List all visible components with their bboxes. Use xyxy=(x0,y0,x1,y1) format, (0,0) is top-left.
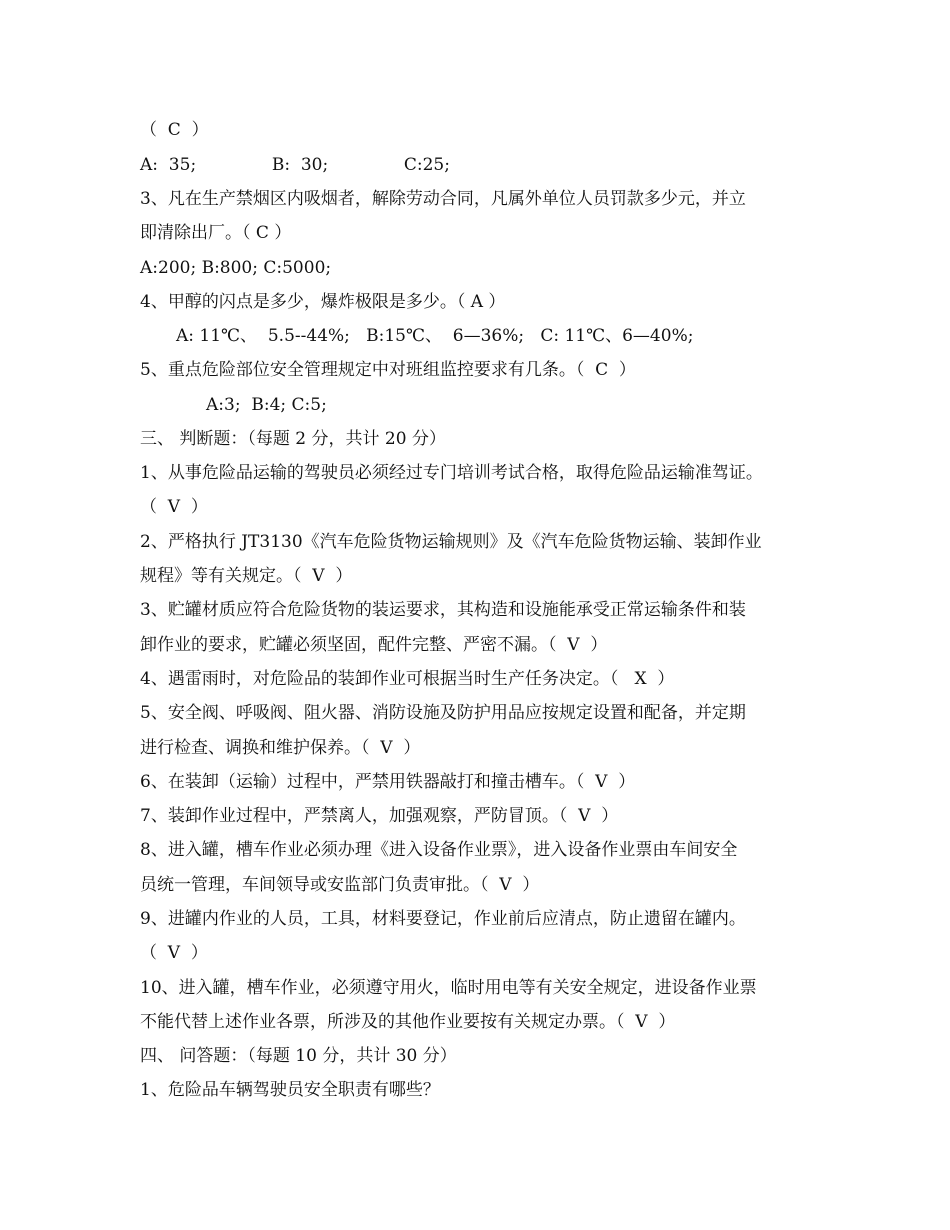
options-line: A:200; B:800; C:5000; xyxy=(140,258,332,278)
answer-line: （ V ） xyxy=(140,943,208,963)
options-line: A: 11℃、 5.5--44%; B:15℃、 6—36%; C: 11℃、6—40%; xyxy=(176,326,694,346)
question-line: 2、严格执行 JT3130《汽车危险货物运输规则》及《汽车危险货物运输、装卸作业 xyxy=(140,532,762,552)
question-line: 10、进入罐，槽车作业，必须遵守用火，临时用电等有关安全规定，进设备作业票 xyxy=(140,978,757,998)
question-line: 1、危险品车辆驾驶员安全职责有哪些？ xyxy=(140,1080,440,1100)
question-line: 7、装卸作业过程中，严禁离人，加强观察，严防冒顶。（ V ） xyxy=(140,806,619,826)
answer-line: （ C ） xyxy=(140,120,209,140)
question-line: 9、进罐内作业的人员，工具，材料要登记，作业前后应清点，防止遗留在罐内。 xyxy=(140,909,746,929)
question-line: 1、从事危险品运输的驾驶员必须经过专门培训考试合格，取得危险品运输准驾证。 xyxy=(140,463,763,483)
section-heading: 四、 问答题：（每题 10 分，共计 30 分） xyxy=(140,1046,457,1066)
question-line: 3、贮罐材质应符合危险货物的装运要求，其构造和设施能承受正常运输条件和装 xyxy=(140,600,746,620)
question-line: 规程》等有关规定。（ V ） xyxy=(140,566,353,586)
question-line: 4、遇雷雨时，对危险品的装卸作业可根据当时生产任务决定。（ X ） xyxy=(140,669,675,689)
section-heading: 三、 判断题：（每题 2 分，共计 20 分） xyxy=(140,429,446,449)
question-line: 8、进入罐，槽车作业必须办理《进入设备作业票》，进入设备作业票由车间安全 xyxy=(140,840,738,860)
options-line: A: 35; B: 30; C:25; xyxy=(140,155,450,175)
question-line: 进行检查、调换和维护保养。（ V ） xyxy=(140,738,421,758)
question-line: 即清除出厂。（ C ） xyxy=(140,223,292,243)
question-line: 卸作业的要求，贮罐必须坚固，配件完整、严密不漏。（ V ） xyxy=(140,635,608,655)
options-line: A:3; B:4; C:5; xyxy=(206,395,327,415)
answer-line: （ V ） xyxy=(140,497,208,517)
question-line: 5、重点危险部位安全管理规定中对班组监控要求有几条。（ C ） xyxy=(140,360,636,380)
question-line: 5、安全阀、呼吸阀、阻火器、消防设施及防护用品应按规定设置和配备，并定期 xyxy=(140,703,746,723)
question-line: 4、甲醇的闪点是多少，爆炸极限是多少。（ A ） xyxy=(140,292,506,312)
question-line: 员统一管理，车间领导或安监部门负责审批。（ V ） xyxy=(140,875,540,895)
question-line: 6、在装卸（运输）过程中，严禁用铁器敲打和撞击槽车。（ V ） xyxy=(140,772,636,792)
question-line: 不能代替上述作业各票，所涉及的其他作业要按有关规定办票。（ V ） xyxy=(140,1012,676,1032)
question-line: 3、凡在生产禁烟区内吸烟者，解除劳动合同，凡属外单位人员罚款多少元，并立 xyxy=(140,189,746,209)
